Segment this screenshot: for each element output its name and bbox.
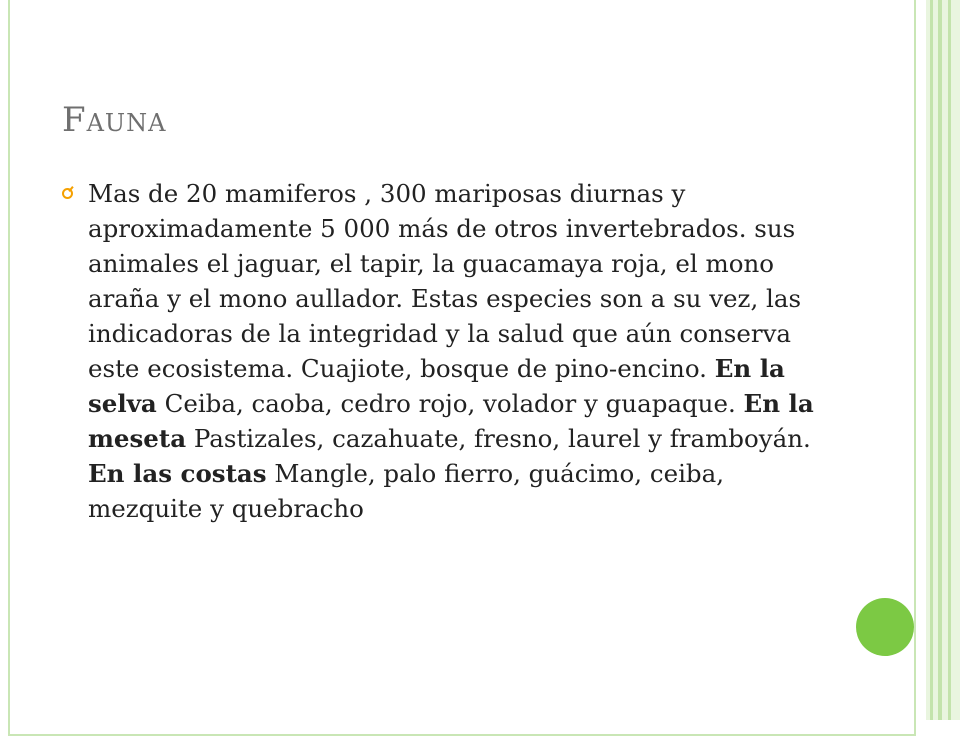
text-segment: Mas de 20 mamiferos , 300 mariposas diurnas y aproximadamente 5 000 más de otros invertebrados. sus animales el jaguar, el tapir, la guacamaya roja, el mono araña y el mono aullador. Estas especies son a su vez, las indicadoras de la integridad y la salud que aún conserva este ecosistema. Cuajiote, bosque de pino-encino. — [88, 179, 802, 383]
strip-line — [938, 0, 942, 720]
text-segment-bold: En la selva — [88, 354, 785, 418]
green-circle-icon — [856, 598, 914, 656]
bullet-icon — [62, 188, 73, 199]
text-segment: Pastizales, cazahuate, fresno, laurel y framboyán. — [186, 424, 811, 453]
slide-title: Fauna — [62, 100, 167, 140]
right-decorative-strip — [926, 0, 960, 720]
text-segment: Mangle, palo fierro, guácimo, ceiba, mezquite y quebracho — [88, 459, 724, 523]
text-segment: Ceiba, caoba, cedro rojo, volador y guapaque. — [156, 389, 744, 418]
bullet-text — [88, 179, 814, 523]
bullet-item — [62, 176, 832, 526]
text-segment-bold: En las costas — [88, 459, 267, 488]
bullet-list — [62, 176, 832, 526]
strip-line — [948, 0, 951, 720]
text-segment-bold: En la meseta — [88, 389, 814, 453]
strip-line — [930, 0, 933, 720]
